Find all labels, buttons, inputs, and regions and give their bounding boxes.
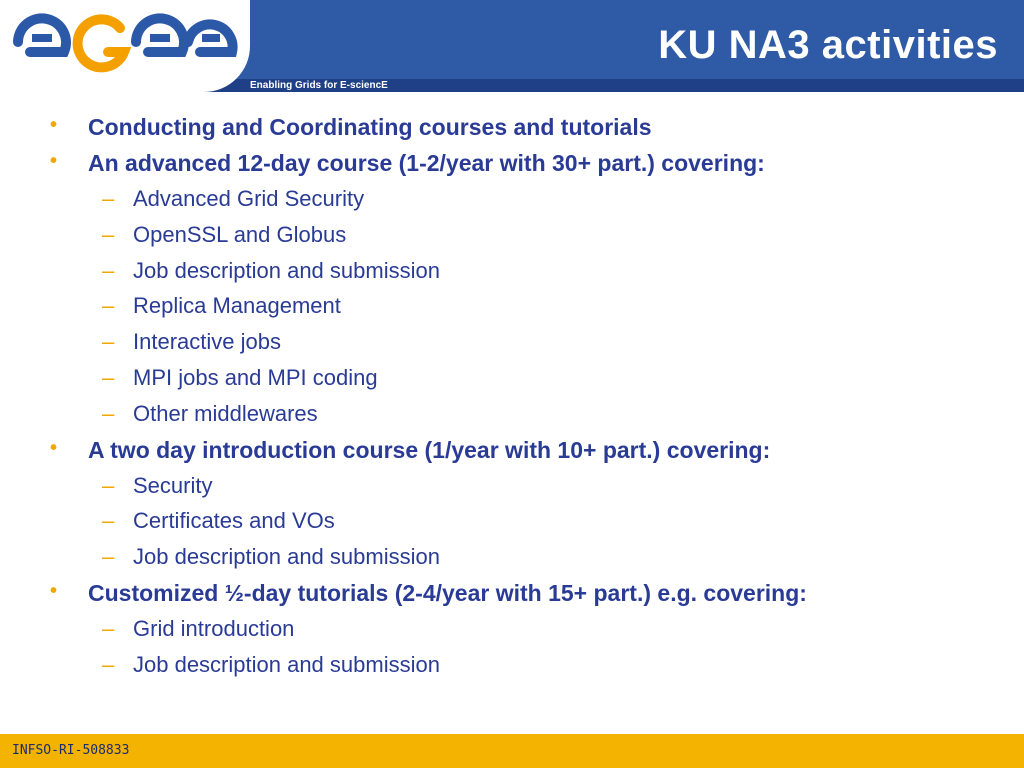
bullet-text: Other middlewares bbox=[133, 400, 318, 426]
bullet-text: Interactive jobs bbox=[133, 329, 281, 355]
dash-icon: – bbox=[102, 544, 115, 570]
dash-icon: – bbox=[102, 293, 115, 319]
dash-icon: – bbox=[102, 365, 115, 390]
egee-logo bbox=[12, 10, 238, 74]
bullet-text: Replica Management bbox=[133, 293, 341, 319]
dash-icon: – bbox=[102, 651, 115, 677]
bullet-text: An advanced 12-day course (1-2/year with 30+ part.) covering: bbox=[88, 150, 765, 176]
bullet-text: Advanced Grid Security bbox=[133, 186, 365, 211]
bullet-text: Job description and submission bbox=[133, 651, 440, 677]
bullet-text: MPI jobs and MPI coding bbox=[133, 365, 378, 390]
bullet-icon: • bbox=[50, 150, 58, 172]
dash-icon: – bbox=[102, 400, 115, 426]
bullet-text: Job description and submission bbox=[133, 257, 440, 283]
bullet-icon: • bbox=[50, 114, 58, 136]
bullet-text: A two day introduction course (1/year with 10+ part.) covering: bbox=[88, 436, 771, 463]
bullet-text: Conducting and Coordinating courses and tutorials bbox=[88, 114, 652, 140]
bullet-text: OpenSSL and Globus bbox=[133, 221, 347, 247]
bullet-text: Grid introduction bbox=[133, 616, 295, 641]
tagline: Enabling Grids for E-sciencE bbox=[250, 80, 388, 91]
slide-header bbox=[0, 0, 1024, 92]
logo-panel bbox=[0, 0, 250, 92]
bullet-text: Customized ½-day tutorials (2-4/year with 15+ part.) e.g. covering: bbox=[88, 580, 807, 606]
bullet-icon: • bbox=[50, 580, 58, 602]
slide-title: KU NA3 activities bbox=[658, 23, 998, 67]
bullet-text: Security bbox=[133, 472, 213, 498]
dash-icon: – bbox=[102, 221, 115, 247]
dash-icon: – bbox=[102, 616, 115, 641]
dash-icon: – bbox=[102, 508, 115, 534]
dash-icon: – bbox=[102, 472, 115, 498]
footer-project-id: INFSO-RI-508833 bbox=[12, 743, 130, 758]
bullet-icon: • bbox=[50, 436, 58, 459]
dash-icon: – bbox=[102, 186, 115, 211]
dash-icon: – bbox=[102, 257, 115, 283]
bullet-text: Certificates and VOs bbox=[133, 508, 335, 534]
dash-icon: – bbox=[102, 329, 115, 355]
bullet-text: Job description and submission bbox=[133, 544, 440, 570]
slide-footer bbox=[0, 734, 1024, 768]
